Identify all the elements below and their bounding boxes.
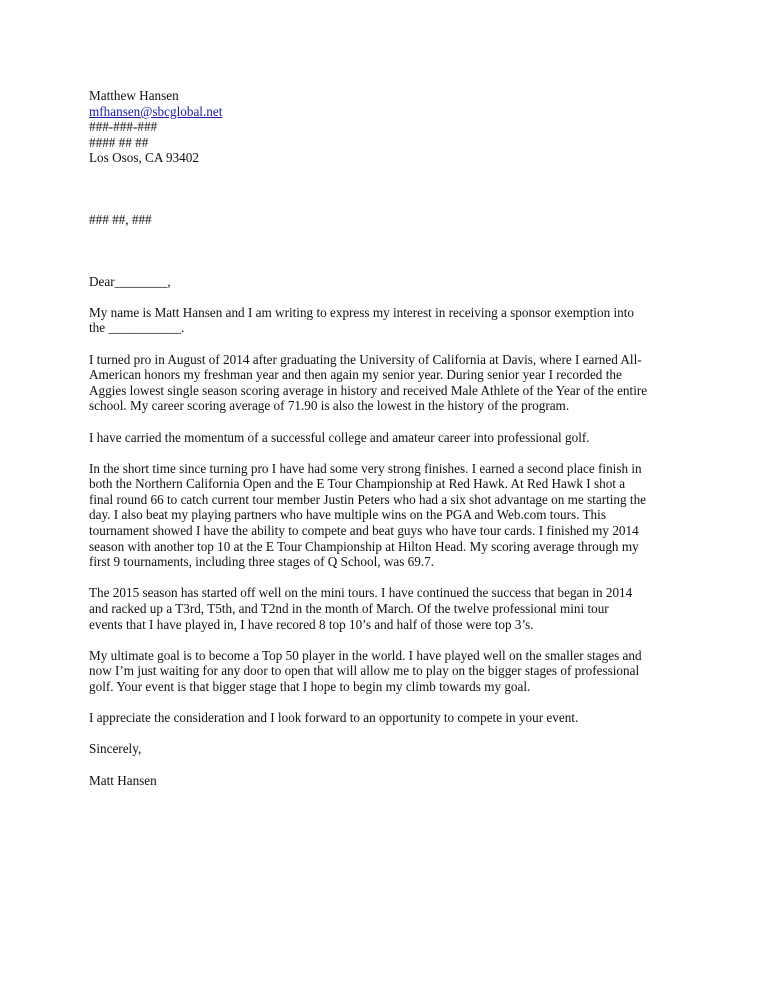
paragraph-intro [89,305,679,336]
paragraph-line: both the Northern California Open and the E Tour Championship at Red Hawk. At Red Hawk I shot a [89,476,626,492]
paragraph-appreciation [89,710,679,726]
paragraph-line: My name is Matt Hansen and I am writing to express my interest in receiving a sponsor exemption into [89,304,634,320]
paragraph-line: day. I also beat my playing partners who have multiple wins on the PGA and Web.com tours. This [89,507,606,523]
paragraph-2015-season [89,585,679,632]
paragraph-goal [89,648,679,695]
letter-body [89,88,679,788]
sender-email-link[interactable]: mfhansen@sbcglobal.net [89,103,223,119]
spacer [89,414,679,430]
sender-block [89,88,679,166]
sender-name: Matthew Hansen [89,88,179,103]
paragraph-line: Aggies lowest single season scoring average in history and received Male Athlete of the Year of the entire [89,382,648,398]
sender-phone: ###-###-### [89,119,158,135]
closing: Sincerely, [89,741,142,757]
letter-date: ### ##, ### [89,211,152,227]
paragraph-line: I turned pro in August of 2014 after graduating the University of California at Davis, where I earned All- [89,351,642,367]
spacer [89,336,679,352]
paragraph-line: golf. Your event is that bigger stage that I hope to begin my climb towards my goal. [89,679,531,694]
sender-street: #### ## ## [89,134,149,150]
signature: Matt Hansen [89,772,157,788]
paragraph-pro-results [89,461,679,570]
paragraph-line: final round 66 to catch current tour member Justin Peters who had a six shot advantage on me starting the [89,491,647,507]
spacer [89,695,679,711]
paragraph-line: events that I have played in, I have recored 8 top 10’s and half of those were top 3’s. [89,616,534,632]
paragraph-line: The 2015 season has started off well on the mini tours. I have continued the success that began in 2014 [89,585,633,601]
paragraph-line: I have carried the momentum of a successful college and amateur career into professional golf. [89,429,590,445]
paragraph-background [89,352,679,414]
paragraph-line: My ultimate goal is to become a Top 50 player in the world. I have played well on the smaller stages and [89,647,642,663]
salutation: Dear________, [89,273,171,289]
spacer [89,757,679,773]
paragraph-line: tournament showed I have the ability to compete and beat guys who have tour cards. I finished my 2014 [89,523,639,539]
spacer [89,228,679,274]
paragraph-line: school. My career scoring average of 71.90 is also the lowest in the history of the program. [89,398,570,414]
spacer [89,445,679,461]
paragraph-momentum [89,430,679,446]
spacer [89,570,679,586]
spacer [89,289,679,305]
spacer [89,166,679,212]
paragraph-line: American honors my freshman year and then again my senior year. During senior year I recorded the [89,367,622,383]
paragraph-line: and racked up a T3rd, T5th, and T2nd in the month of March. Of the twelve professional mini tour [89,601,609,617]
paragraph-line: season with another top 10 at the E Tour Championship at Hilton Head. My scoring average through my [89,538,639,554]
spacer [89,726,679,742]
spacer [89,632,679,648]
paragraph-line: first 9 tournaments, including three stages of Q School, was 69.7. [89,554,435,570]
paragraph-line: In the short time since turning pro I have had some very strong finishes. I earned a second place finish in [89,460,642,476]
paragraph-line: now I’m just waiting for any door to open that will allow me to play on the bigger stages of professional [89,663,640,679]
paragraph-line: I appreciate the consideration and I look forward to an opportunity to compete in your event. [89,710,579,726]
paragraph-line: the ___________. [89,320,185,336]
sender-city-state-zip: Los Osos, CA 93402 [89,150,199,166]
